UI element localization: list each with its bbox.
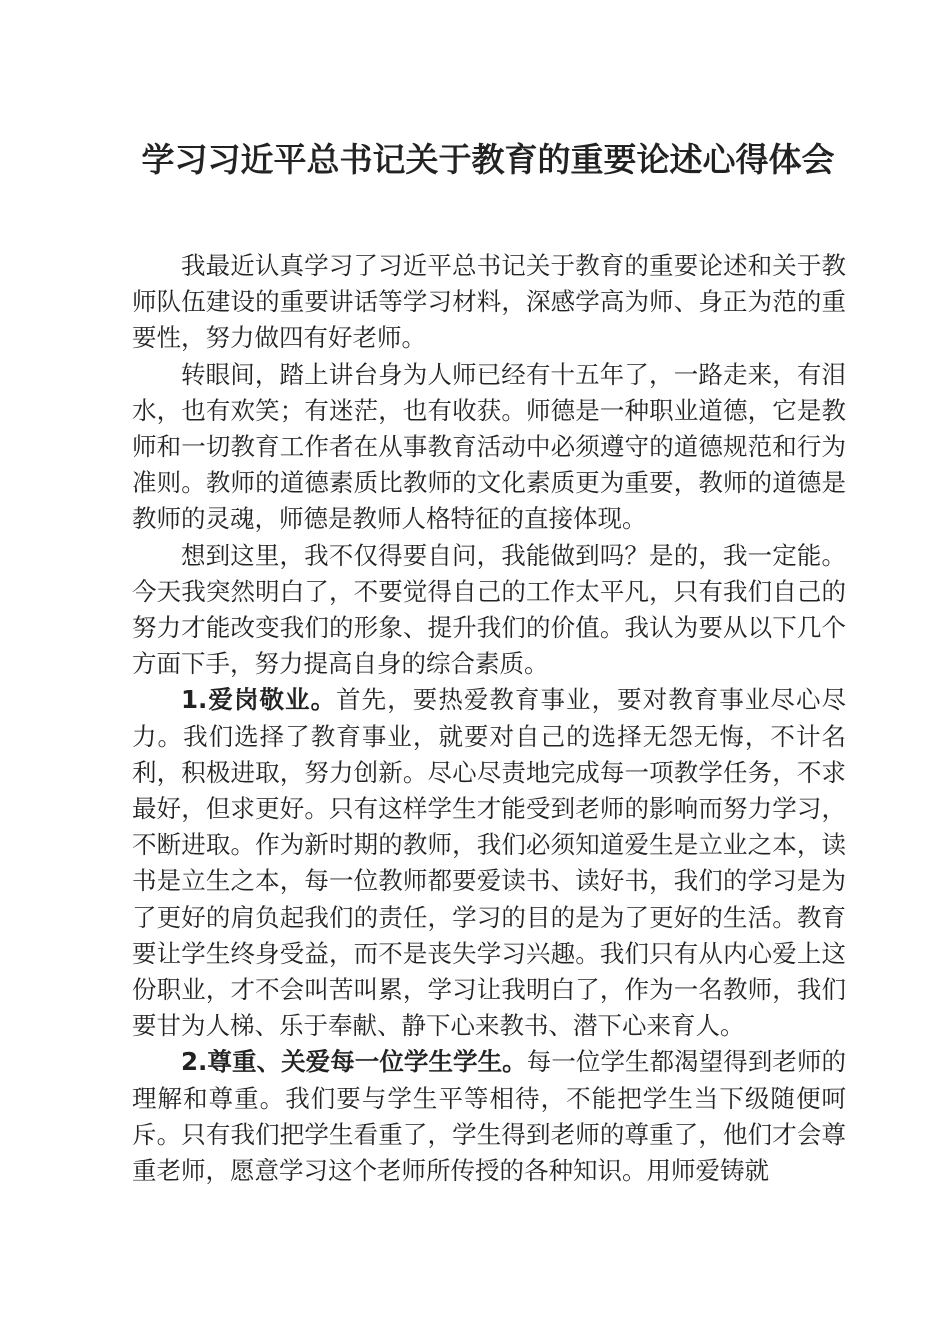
document-body <box>132 248 846 1189</box>
paragraph-text: 转眼间，踏上讲台身为人师已经有十五年了，一路走来，有泪水，也有欢笑；有迷茫，也有收获。师德是一种职业道德，它是教师和一切教育工作者在从事教育活动中必须遵守的道德规范和行为准则。教师的道德素质比教师的文化素质更为重要，教师的道德是教师的灵魂，师德是教师人格特征的直接体现。 <box>132 359 846 534</box>
paragraph-text: 每一位学生都渴望得到老师的理解和尊重。我们要与学生平等相待，不能把学生当下级随便呵斥。只有我们把学生看重了，学生得到老师的尊重了，他们才会尊重老师，愿意学习这个老师所传授的各种知识。用师爱铸就 <box>132 1047 847 1186</box>
paragraph-3 <box>132 538 846 683</box>
section-heading-love-job: 1.爱岗敬业。 <box>181 685 337 715</box>
paragraph-4 <box>132 682 846 1044</box>
paragraph-5 <box>132 1044 846 1189</box>
paragraph-1 <box>132 248 846 357</box>
paragraph-text: 想到这里，我不仅得要自问，我能做到吗？是的，我一定能。今天我突然明白了，不要觉得自己的工作太平凡，只有我们自己的努力才能改变我们的形象、提升我们的价值。我认为要从以下几个方面下手，努力提高自身的综合素质。 <box>132 540 846 679</box>
section-heading-respect-students: 2.尊重、关爱每一位学生学生。 <box>181 1047 527 1077</box>
paragraph-text: 我最近认真学习了习近平总书记关于教育的重要论述和关于教师队伍建设的重要讲话等学习材料，深感学高为师、身正为范的重要性，努力做四有好老师。 <box>132 251 846 353</box>
paragraph-text: 首先，要热爱教育事业，要对教育事业尽心尽力。我们选择了教育事业，就要对自己的选择无怨无悔，不计名利，积极进取，努力创新。尽心尽责地完成每一项教学任务，不求最好，但求更好。只有这样学生才能受到老师的影响而努力学习，不断进取。作为新时期的教师，我们必须知道爱生是立业之本，读书是立生之本，每一位教师都要爱读书、读好书，我们的学习是为了更好的肩负起我们的责任，学习的目的是为了更好的生活。教育要让学生终身受益，而不是丧失学习兴趣。我们只有从内心爱上这份职业，才不会叫苦叫累，学习让我明白了，作为一名教师，我们要甘为人梯、乐于奉献、静下心来教书、潜下心来育人。 <box>132 685 847 1041</box>
paragraph-2 <box>132 357 846 538</box>
document-title: 学习习近平总书记关于教育的重要论述心得体会 <box>141 140 835 179</box>
